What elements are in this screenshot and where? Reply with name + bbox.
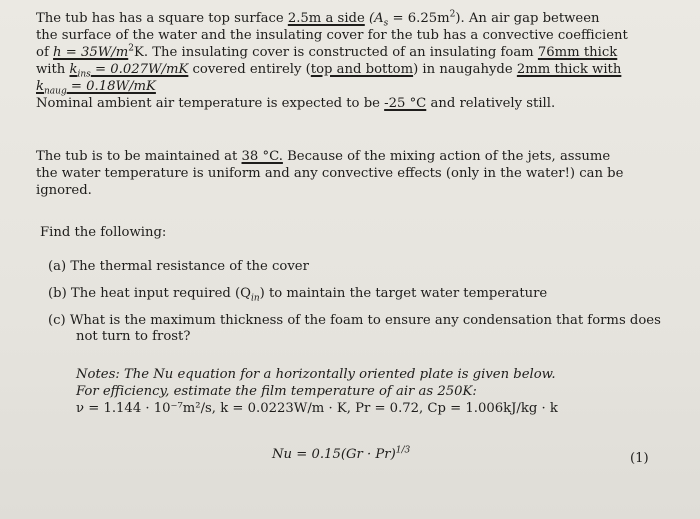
text-span: (b) The heat input required (Q <box>48 286 251 301</box>
text-span: K. The insulating cover is constructed of an insulating foam <box>133 45 538 60</box>
text-span: ) in naugahyde <box>413 62 517 77</box>
tub-line-2: the water temperature is uniform and any convective effects (only in the water!) can be <box>36 166 624 181</box>
tub-line-3: ignored. <box>36 183 92 198</box>
area-value: = 6.25m <box>388 11 450 26</box>
text-span: with <box>36 62 70 77</box>
ambient-temperature: -25 °C <box>384 96 427 111</box>
tub-paragraph <box>36 148 623 199</box>
notes-line-1: Notes: The Nu equation for a horizontally oriented plate is given below. <box>76 367 556 382</box>
q-in-subscript: in <box>250 293 260 304</box>
k-ins-value: = 0.027W/mK <box>90 62 189 77</box>
area-subscript: s <box>383 18 389 29</box>
text-span: and relatively still. <box>426 96 556 111</box>
k-naug <box>36 79 156 97</box>
equation-exponent: 1/3 <box>395 445 411 456</box>
k-symbol: k <box>69 62 78 77</box>
notes-line-2: For efficiency, estimate the film temperature of air as 250K: <box>76 384 477 399</box>
target-temperature: 38 °C. <box>241 149 283 164</box>
text-span: The tub has has a square top surface <box>36 11 288 26</box>
k-naug-value: = 0.18W/mK <box>66 79 156 94</box>
tub-side-length: 2.5m a side <box>287 11 365 26</box>
problem-line-3 <box>36 44 628 61</box>
k-ins <box>69 62 189 80</box>
tub-line-1 <box>36 148 623 165</box>
foam-thickness: 76mm thick <box>537 45 618 60</box>
text-span: of <box>36 45 54 60</box>
problem-line-2: the surface of the water and the insulating cover for the tub has a convective coefficient <box>36 28 628 43</box>
naugahyde-thickness: 2mm thick with <box>516 62 622 77</box>
text-span: covered entirely ( <box>188 62 311 77</box>
text-span: ). An air gap between <box>455 11 600 26</box>
question-c: (c) What is the maximum thickness of the foam to ensure any condensation that forms does <box>48 313 661 328</box>
problem-line-4 <box>36 61 628 78</box>
top-and-bottom: top and bottom <box>310 62 414 77</box>
problem-line-5 <box>36 78 628 95</box>
equation-number: (1) <box>630 451 649 466</box>
text-span: The tub is to be maintained at <box>36 149 242 164</box>
convective-coefficient: h = 35W/m <box>53 45 129 60</box>
text-span: (A <box>364 11 384 26</box>
question-a: (a) The thermal resistance of the cover <box>48 259 309 274</box>
k-symbol: k <box>36 79 44 94</box>
k-naug-subscript: naug <box>44 86 67 97</box>
nusselt-equation <box>272 447 410 462</box>
find-heading: Find the following: <box>40 225 167 240</box>
text-span: Because of the mixing action of the jets, assume <box>282 149 611 164</box>
equation-body: Nu = 0.15(Gr · Pr) <box>272 447 396 462</box>
text-span: Nominal ambient air temperature is expected to be <box>36 96 385 111</box>
problem-line-6 <box>36 95 628 112</box>
question-b <box>48 285 547 302</box>
text-span: ) to maintain the target water temperature <box>259 286 548 301</box>
k-ins-subscript: ins <box>77 69 91 80</box>
superscript: 2 <box>449 9 456 20</box>
notes-properties: ν = 1.144 · 10⁻⁷m²/s, k = 0.0223W/m · K, Pr = 0.72, Cp = 1.006kJ/kg · k <box>76 401 558 416</box>
problem-line-1 <box>36 10 628 27</box>
problem-statement <box>36 10 628 112</box>
question-c-continued: not turn to frost? <box>76 329 191 344</box>
superscript: 2 <box>128 43 134 54</box>
